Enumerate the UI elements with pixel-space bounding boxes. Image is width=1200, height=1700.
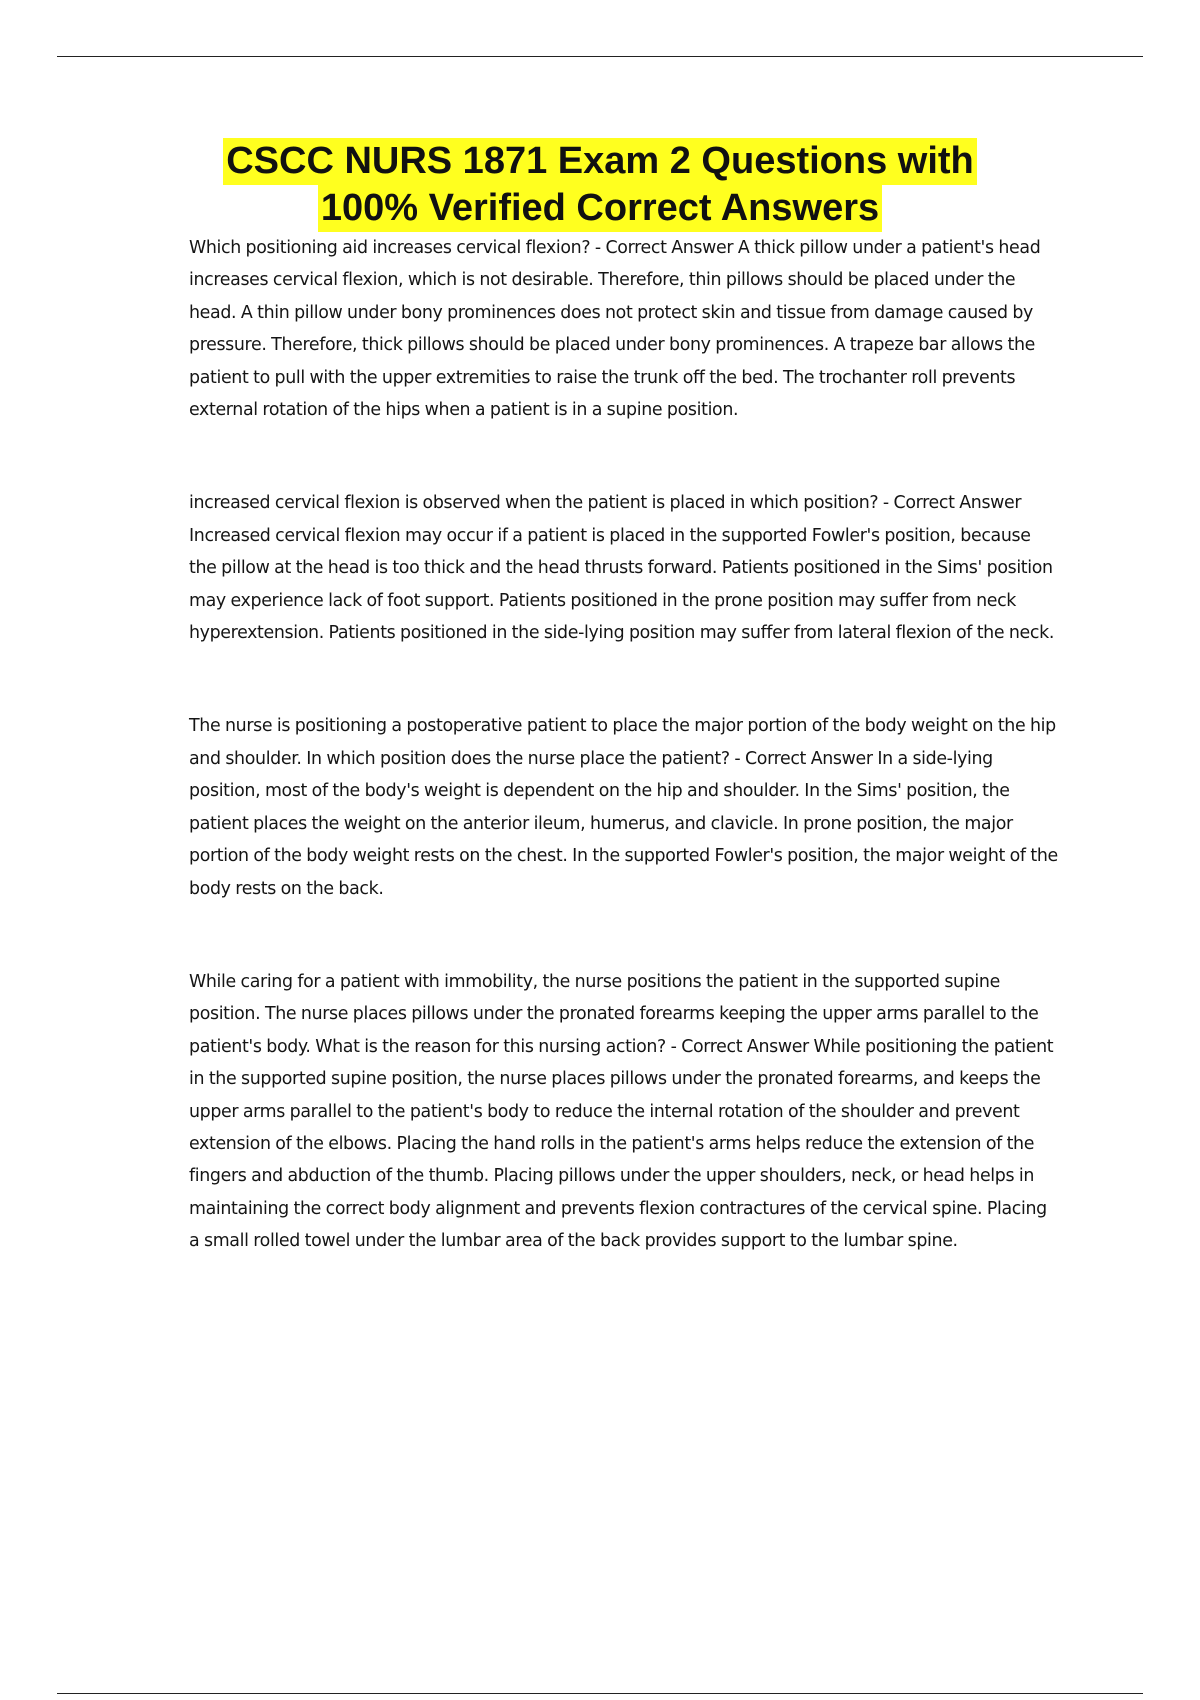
qa-content xyxy=(189,232,1059,1258)
title-line-2: 100% Verified Correct Answers xyxy=(318,185,882,232)
footer-rule xyxy=(57,1693,1143,1694)
qa-entry-2: increased cervical flexion is observed when the patient is placed in which position? - Correct Answer Increased cervical flexion may occur if a patient is placed in the supported Fowler's position, because the pillow at the head is too thick and the head thrusts forward. Patients positioned in the Sims' position may experience lack of foot support. Patients positioned in the prone position may suffer from neck hyperextension. Patients positioned in the side-lying position may suffer from lateral flexion of the neck. xyxy=(189,493,1055,644)
document-title xyxy=(0,138,1200,232)
qa-entry-3: The nurse is positioning a postoperative patient to place the major portion of the body weight on the hip and shoulder. In which position does the nurse place the patient? - Correct Answer In a side-lying position, most of the body's weight is dependent on the hip and shoulder. In the Sims' position, the patient places the weight on the anterior ileum, humerus, and clavicle. In prone position, the major portion of the body weight rests on the chest. In the supported Fowler's position, the major weight of the body rests on the back. xyxy=(189,716,1058,899)
header-rule xyxy=(57,56,1143,57)
title-line-1: CSCC NURS 1871 Exam 2 Questions with xyxy=(223,138,977,185)
qa-entry-1: Which positioning aid increases cervical flexion? - Correct Answer A thick pillow under a patient's head increases cervical flexion, which is not desirable. Therefore, thin pillows should be placed under the head. A thin pillow under bony prominences does not protect skin and tissue from damage caused by pressure. Therefore, thick pillows should be placed under bony prominences. A trapeze bar allows the patient to pull with the upper extremities to raise the trunk off the bed. The trochanter roll prevents external rotation of the hips when a patient is in a supine position. xyxy=(189,238,1041,421)
qa-entry-4: While caring for a patient with immobility, the nurse positions the patient in the supported supine position. The nurse places pillows under the pronated forearms keeping the upper arms parallel to the patient's body. What is the reason for this nursing action? - Correct Answer While positioning the patient in the supported supine position, the nurse places pillows under the pronated forearms, and keeps the upper arms parallel to the patient's body to reduce the internal rotation of the shoulder and prevent extension of the elbows. Placing the hand rolls in the patient's arms helps reduce the extension of the fingers and abduction of the thumb. Placing pillows under the upper shoulders, neck, or head helps in maintaining the correct body alignment and prevents flexion contractures of the cervical spine. Placing a small rolled towel under the lumbar area of the back provides support to the lumbar spine. xyxy=(189,971,1054,1252)
